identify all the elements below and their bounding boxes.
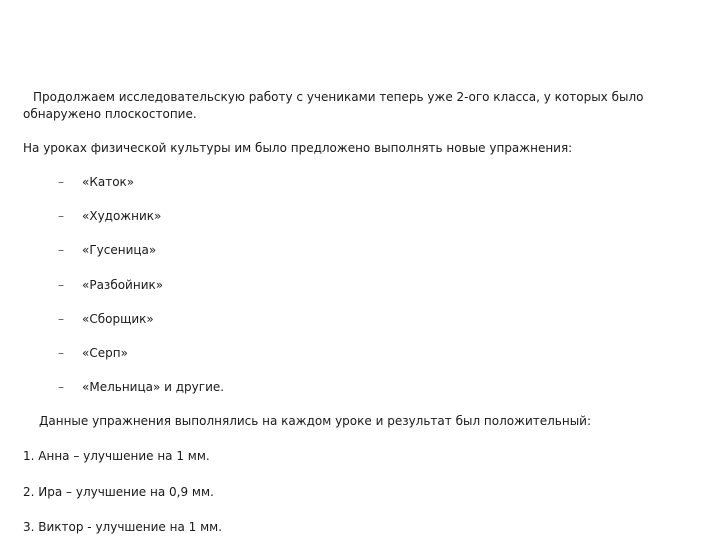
bullet-dash: – — [58, 175, 64, 189]
exercise-label: «Художник» — [82, 209, 162, 223]
outcome-item-ira: 2. Ира – улучшение на 0,9 мм. — [23, 485, 214, 499]
exercise-item-gusenitsa — [58, 242, 156, 259]
outcome-item-anna: 1. Анна – улучшение на 1 мм. — [23, 449, 210, 463]
bullet-dash: – — [58, 380, 64, 394]
exercise-item-serp — [58, 345, 128, 362]
outcome-item-viktor: 3. Виктор - улучшение на 1 мм. — [23, 520, 223, 534]
exercise-label: «Гусеница» — [82, 243, 157, 257]
result-paragraph: Данные упражнения выполнялись на каждом уроке и результат был положительный: — [39, 414, 592, 428]
intro-paragraph — [23, 89, 663, 123]
exercise-item-katok — [58, 174, 134, 191]
exercise-label: «Сборщик» — [82, 312, 154, 326]
exercise-item-hudozhnik — [58, 208, 161, 225]
exercise-item-razboinik — [58, 277, 163, 294]
intro-text: Продолжаем исследовательскую работу с учениками теперь уже 2-ого класса, у которых было обнаружено плоскостопие. — [23, 90, 644, 121]
exercise-label: «Серп» — [82, 346, 128, 360]
exercises-lead-paragraph: На уроках физической культуры им было предложено выполнять новые упражнения: — [23, 141, 573, 155]
bullet-dash: – — [58, 243, 64, 257]
bullet-dash: – — [58, 346, 64, 360]
exercise-label: «Разбойник» — [82, 278, 164, 292]
exercise-item-melnitsa — [58, 379, 224, 396]
bullet-dash: – — [58, 209, 64, 223]
exercise-label: «Каток» — [82, 175, 135, 189]
bullet-dash: – — [58, 278, 64, 292]
exercise-item-sborshchik — [58, 311, 154, 328]
bullet-dash: – — [58, 312, 64, 326]
exercise-label: «Мельница» и другие. — [82, 380, 225, 394]
